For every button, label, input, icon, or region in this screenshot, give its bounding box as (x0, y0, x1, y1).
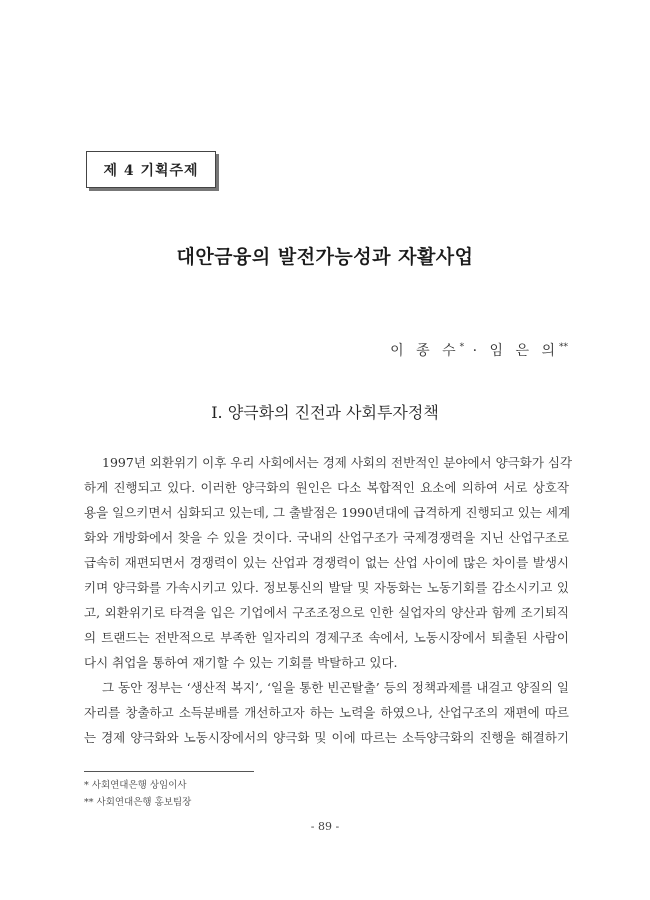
body-line: 는 경제 양극화와 노동시장에서의 양극화 및 이에 따르는 소득양극화의 진행을 해결하기 (84, 730, 569, 745)
footnote-2: ** 사회연대은행 홍보팀장 (84, 797, 192, 808)
author-2-mark: ** (559, 342, 568, 353)
body-text (84, 450, 573, 750)
author-1: 이 종 수 (390, 343, 460, 359)
author-1-mark: * (459, 342, 465, 353)
body-line: 화와 개방화에서 찾을 수 있을 것이다. 국내의 산업구조가 국제경쟁력을 지닌 산업구조로 (84, 530, 569, 545)
page-number: - 89 - (310, 820, 340, 833)
footnote-1: * 사회연대은행 상임이사 (84, 780, 187, 791)
body-line: 하게 진행되고 있다. 이러한 양극화의 원인은 다소 복합적인 요소에 의하여 서로 상호작 (84, 480, 569, 495)
footnote-divider (84, 771, 254, 772)
body-line: 키며 양극화를 가속시키고 있다. 정보통신의 발달 및 자동화는 노동기회를 감소시키고 있 (84, 580, 569, 595)
section-heading: Ⅰ. 양극화의 진전과 사회투자정책 (211, 403, 439, 422)
body-line: 자리를 창출하고 소득분배를 개선하고자 하는 노력을 하였으나, 산업구조의 재편에 따르 (84, 705, 569, 720)
body-line: 의 트랜드는 전반적으로 부족한 일자리의 경제구조 속에서, 노동시장에서 퇴출된 사람이 (84, 630, 569, 645)
author-separator: · (472, 343, 482, 359)
body-line: 1997년 외환위기 이후 우리 사회에서는 경제 사회의 전반적인 분야에서 양극화가 심각 (102, 455, 573, 470)
body-line: 고, 외환위기로 타격을 입은 기업에서 구조조정으로 인한 실업자의 양산과 함께 조기퇴직 (84, 605, 569, 620)
body-line: 급속히 재편되면서 경쟁력이 있는 산업과 경쟁력이 없는 산업 사이에 많은 차이를 발생시 (84, 555, 569, 570)
section-label-box (86, 151, 216, 188)
paper-title: 대안금융의 발전가능성과 자활사업 (176, 246, 474, 268)
body-line: 다시 취업을 통하여 재기할 수 있는 기회를 박탈하고 있다. (84, 655, 398, 670)
authors (390, 340, 568, 360)
body-line: 용을 일으키면서 심화되고 있는데, 그 출발점은 1990년대에 급격하게 진행되고 있는 세계 (84, 505, 571, 520)
author-2: 임 은 의 (489, 343, 559, 359)
body-line: 그 동안 정부는 ‘생산적 복지’, ‘일을 통한 빈곤탈출’ 등의 정책과제를 내걸고 양질의 일 (102, 680, 569, 695)
footnotes (84, 777, 191, 811)
section-label: 제 4 기획주제 (103, 162, 199, 179)
